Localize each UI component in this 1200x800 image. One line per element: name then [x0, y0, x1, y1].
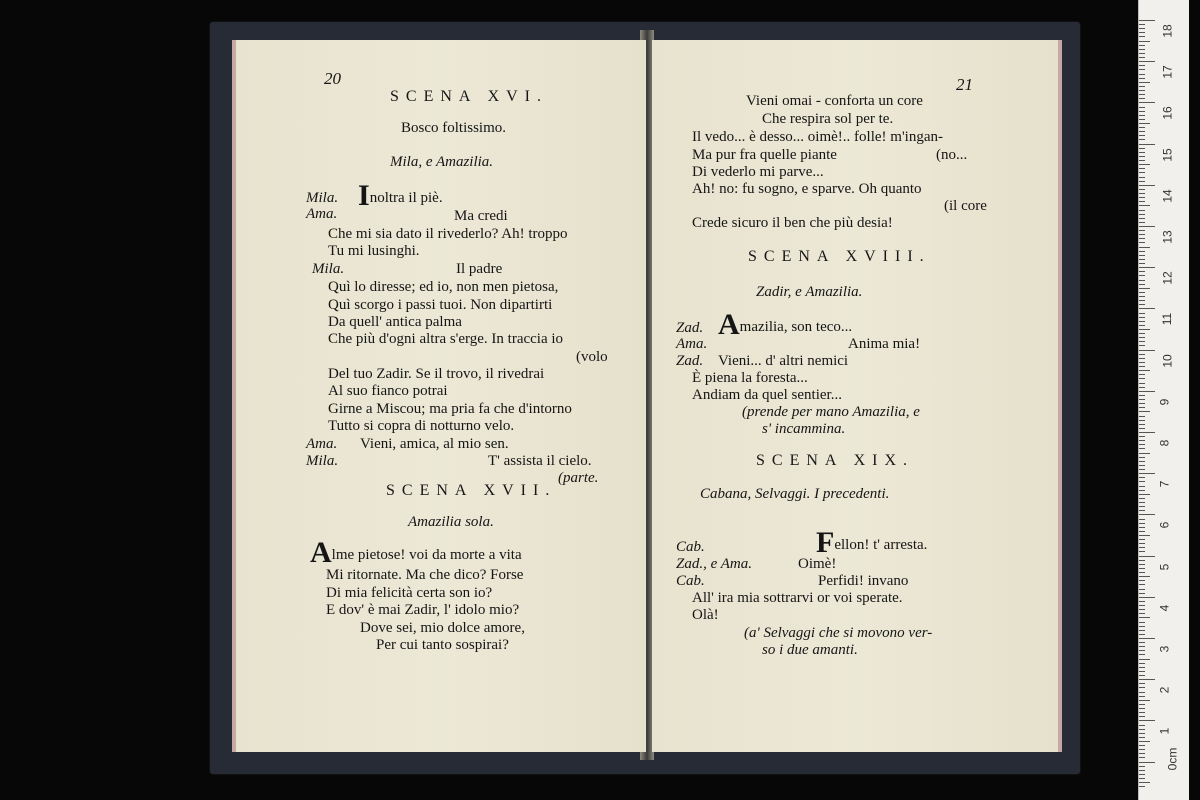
ruler-tick: [1139, 444, 1145, 445]
ruler-tick: [1139, 605, 1145, 606]
ruler-tick: [1139, 613, 1145, 614]
speaker: Ama.: [306, 206, 338, 222]
verse-line: Il padre: [456, 261, 503, 277]
ruler-number: 11: [1160, 313, 1175, 326]
verse-line: Dove sei, mio dolce amore,: [360, 620, 525, 636]
ruler-tick: [1139, 36, 1145, 37]
verse-line: Oimè!: [798, 556, 837, 572]
ruler-tick: [1139, 387, 1145, 388]
ruler-tick: [1139, 308, 1155, 309]
ruler-tick: [1139, 774, 1145, 775]
ruler-tick: [1139, 539, 1145, 540]
ruler-tick: [1139, 362, 1145, 363]
ruler-tick: [1139, 770, 1145, 771]
ruler-tick: [1139, 164, 1150, 165]
ruler-tick: [1139, 572, 1145, 573]
ruler-tick: [1139, 762, 1155, 763]
ruler-tick: [1139, 708, 1145, 709]
speaker: Ama.: [306, 436, 338, 452]
ruler-tick: [1139, 139, 1145, 140]
ruler-tick: [1139, 646, 1145, 647]
ruler-tick: [1139, 654, 1145, 655]
ruler-number: 16: [1160, 106, 1175, 121]
ruler-tick: [1139, 737, 1145, 738]
ruler-tick: [1139, 172, 1145, 173]
ruler-tick: [1139, 350, 1155, 351]
ruler-tick: [1139, 416, 1145, 417]
left-page: [232, 40, 646, 752]
verse-line: Perfidi! invano: [818, 573, 909, 589]
ruler-tick: [1139, 642, 1145, 643]
ruler-unit-label: 0cm: [1165, 747, 1180, 771]
ruler-tick: [1139, 683, 1145, 684]
speaker: Mila.: [306, 453, 339, 469]
verse-line: Vieni... d' altri nemici: [718, 353, 849, 369]
ruler-tick: [1139, 506, 1145, 507]
ruler-tick: [1139, 778, 1145, 779]
ruler-tick: [1139, 148, 1145, 149]
ruler-tick: [1139, 28, 1145, 29]
ruler-tick: [1139, 519, 1145, 520]
verse-line: Vieni omai - conforta un core: [746, 93, 923, 109]
ruler-tick: [1139, 242, 1145, 243]
ruler-tick: [1139, 280, 1145, 281]
ruler-tick: [1139, 341, 1145, 342]
ruler-tick: [1139, 675, 1145, 676]
ruler-tick: [1139, 98, 1145, 99]
ruler-tick: [1139, 638, 1155, 639]
ruler-tick: [1139, 337, 1145, 338]
ruler-tick: [1139, 135, 1145, 136]
ruler-tick: [1139, 584, 1145, 585]
ruler-tick: [1139, 205, 1150, 206]
verse-line: Ah! no: fu sogno, e sparve. Oh quanto: [692, 181, 922, 197]
page-number-left: 20: [324, 69, 341, 88]
ruler-tick: [1139, 193, 1145, 194]
ruler-tick: [1139, 201, 1145, 202]
ruler-tick: [1139, 238, 1145, 239]
ruler-tick: [1139, 395, 1145, 396]
ruler-tick: [1139, 259, 1145, 260]
verse-line: T' assista il cielo.: [488, 453, 592, 469]
ruler-tick: [1139, 692, 1145, 693]
ruler-tick: [1139, 469, 1145, 470]
ruler-tick: [1139, 119, 1145, 120]
ruler-tick: [1139, 716, 1145, 717]
verse-line: Quì lo diresse; ed io, non men pietosa,: [328, 279, 559, 295]
verse-line: È piena la foresta...: [692, 370, 808, 386]
ruler-tick: [1139, 609, 1145, 610]
ruler-tick: [1139, 453, 1150, 454]
ruler-tick: [1139, 82, 1150, 83]
ruler-tick: [1139, 32, 1145, 33]
ruler-tick: [1139, 527, 1145, 528]
ruler-number: 5: [1157, 563, 1172, 570]
stage-direction: so i due amanti.: [762, 642, 858, 658]
speaker: Mila.: [312, 261, 345, 277]
ruler-tick: [1139, 757, 1145, 758]
ruler-number: 18: [1160, 24, 1175, 38]
ruler-tick: [1139, 531, 1145, 532]
verse-line: Che respira sol per te.: [762, 111, 894, 127]
ruler-tick: [1139, 486, 1145, 487]
ruler-tick: [1139, 617, 1150, 618]
right-page: [652, 40, 1062, 752]
ruler-tick: [1139, 589, 1145, 590]
ruler-tick: [1139, 700, 1150, 701]
ruler-tick: [1139, 420, 1145, 421]
ruler-tick: [1139, 131, 1145, 132]
ruler-tick: [1139, 168, 1145, 169]
ruler-tick: [1139, 292, 1145, 293]
ruler-tick: [1139, 564, 1145, 565]
ruler-number: 10: [1160, 353, 1175, 368]
ruler-tick: [1139, 535, 1150, 536]
ruler-tick: [1139, 580, 1145, 581]
ruler-tick: [1139, 304, 1145, 305]
scene-18-characters: Zadir, e Amazilia.: [756, 284, 863, 300]
page-number-right: 21: [956, 75, 973, 94]
ruler-tick: [1139, 547, 1145, 548]
ruler-tick: [1139, 551, 1145, 552]
ruler-tick: [1139, 696, 1145, 697]
verse-line: Del tuo Zadir. Se il trovo, il rivedrai: [328, 366, 545, 382]
ruler-tick: [1139, 782, 1150, 783]
ruler-tick: [1139, 127, 1145, 128]
ruler-tick: [1139, 69, 1145, 70]
verse-line: Che mi sia dato il rivederlo? Ah! troppo: [328, 226, 568, 242]
ruler-tick: [1139, 94, 1145, 95]
ruler-tick: [1139, 712, 1145, 713]
verse-line: All' ira mia sottrarvi or voi sperate.: [692, 590, 903, 606]
ruler-tick: [1139, 267, 1155, 268]
ruler-tick: [1139, 53, 1145, 54]
ruler-tick: [1139, 399, 1145, 400]
ruler-tick: [1139, 465, 1145, 466]
ruler-tick: [1139, 102, 1155, 103]
ruler-tick: [1139, 247, 1150, 248]
ruler-number: 7: [1157, 480, 1172, 488]
verse-line: Vieni, amica, al mio sen.: [360, 436, 509, 452]
ruler-number: 2: [1157, 686, 1172, 694]
ruler-tick: [1139, 461, 1145, 462]
ruler-tick: [1139, 317, 1145, 318]
ruler-tick: [1139, 234, 1145, 235]
ruler-tick: [1139, 107, 1145, 108]
ruler-tick: [1139, 251, 1145, 252]
verse-line: (volo: [576, 349, 608, 365]
ruler-tick: [1139, 321, 1145, 322]
verse-line: Quì scorgo i passi tuoi. Non dipartirti: [328, 297, 553, 313]
ruler-tick: [1139, 144, 1155, 145]
verse-line: Il vedo... è desso... oimè!.. folle! m'ingan-: [692, 129, 943, 145]
ruler-tick: [1139, 411, 1150, 412]
ruler-tick: [1139, 300, 1145, 301]
stage-direction: (prende per mano Amazilia, e: [742, 404, 920, 420]
ruler-tick: [1139, 152, 1145, 153]
drop-initial: Fellon! t' arresta.: [816, 526, 928, 559]
ruler-tick: [1139, 313, 1145, 314]
ruler-number: 15: [1160, 147, 1175, 162]
ruler-tick: [1139, 74, 1145, 75]
ruler-tick: [1139, 786, 1145, 787]
verse-line: Crede sicuro il ben che più desia!: [692, 215, 893, 231]
ruler-tick: [1139, 226, 1155, 227]
speaker: Zad., e Ama.: [676, 556, 752, 572]
ruler-tick: [1139, 57, 1145, 58]
speaker: Mila.: [306, 190, 339, 206]
ruler-tick: [1139, 78, 1145, 79]
ruler-tick: [1139, 271, 1145, 272]
drop-initial: Inoltra il piè.: [358, 179, 443, 212]
ruler-tick: [1139, 490, 1145, 491]
scene-17-characters: Amazilia sola.: [408, 514, 494, 530]
ruler-tick: [1139, 440, 1145, 441]
ruler-tick: [1139, 424, 1145, 425]
ruler-tick: [1139, 477, 1145, 478]
ruler-tick: [1139, 214, 1145, 215]
ruler-tick: [1139, 255, 1145, 256]
verse-line: Andiam da quel sentier...: [692, 387, 842, 403]
ruler-tick: [1139, 667, 1145, 668]
ruler-tick: [1139, 597, 1155, 598]
ruler-tick: [1139, 65, 1145, 66]
ruler-tick: [1139, 333, 1145, 334]
ruler-number: 13: [1160, 230, 1175, 244]
verse-line: Ma pur fra quelle piante: [692, 147, 837, 163]
measuring-ruler: [1138, 0, 1189, 800]
ruler-tick: [1139, 230, 1145, 231]
ruler-tick: [1139, 687, 1145, 688]
ruler-tick: [1139, 354, 1145, 355]
ruler-tick: [1139, 428, 1145, 429]
ruler-tick: [1139, 383, 1145, 384]
ruler-tick: [1139, 111, 1145, 112]
ruler-tick: [1139, 374, 1145, 375]
verse-line: E dov' è mai Zadir, l' idolo mio?: [326, 602, 520, 618]
ruler-tick: [1139, 185, 1155, 186]
ruler-tick: [1139, 510, 1145, 511]
ruler-tick: [1139, 263, 1145, 264]
ruler-tick: [1139, 378, 1145, 379]
ruler-tick: [1139, 391, 1155, 392]
ruler-tick: [1139, 725, 1145, 726]
ruler-tick: [1139, 634, 1145, 635]
ruler-tick: [1139, 671, 1145, 672]
ruler-tick: [1139, 329, 1150, 330]
scene-16-heading: SCENA XVI.: [390, 88, 549, 105]
stage-direction: (a' Selvaggi che si movono ver-: [744, 625, 933, 641]
ruler-tick: [1139, 523, 1145, 524]
ruler-tick: [1139, 407, 1145, 408]
ruler-tick: [1139, 366, 1145, 367]
verse-line: Girne a Miscou; ma pria fa che d'intorno: [328, 401, 572, 417]
ruler-tick: [1139, 749, 1145, 750]
ruler-tick: [1139, 189, 1145, 190]
ruler-tick: [1139, 325, 1145, 326]
ruler-tick: [1139, 745, 1145, 746]
ruler-tick: [1139, 432, 1155, 433]
ruler-tick: [1139, 86, 1145, 87]
ruler-number: 14: [1160, 189, 1175, 203]
ruler-tick: [1139, 630, 1145, 631]
ruler-tick: [1139, 704, 1145, 705]
verse-line: Che più d'ogni altra s'erge. In traccia io: [328, 331, 564, 347]
ruler-tick: [1139, 61, 1155, 62]
speaker: Ama.: [676, 336, 708, 352]
ruler-tick: [1139, 514, 1155, 515]
ruler-tick: [1139, 275, 1145, 276]
verse-line: (no...: [936, 147, 968, 163]
verse-line: Di vederlo mi parve...: [692, 164, 824, 180]
scene-16-characters: Mila, e Amazilia.: [390, 154, 494, 170]
speaker: Zad.: [676, 320, 704, 336]
drop-initial: Alme pietose! voi da morte a vita: [310, 536, 522, 569]
ruler-tick: [1139, 502, 1145, 503]
drop-initial: Amazilia, son teco...: [718, 308, 853, 341]
ruler-tick: [1139, 222, 1145, 223]
ruler-tick: [1139, 123, 1150, 124]
verse-line: (il core: [944, 198, 987, 214]
ruler-tick: [1139, 218, 1145, 219]
ruler-tick: [1139, 659, 1150, 660]
ruler-number: 3: [1157, 645, 1172, 653]
ruler-tick: [1139, 576, 1150, 577]
ruler-tick: [1139, 593, 1145, 594]
verse-line: Al suo fianco potrai: [328, 383, 448, 399]
ruler-tick: [1139, 358, 1145, 359]
ruler-tick: [1139, 90, 1145, 91]
verse-line: Per cui tanto sospirai?: [376, 637, 509, 653]
verse-line: Da quell' antica palma: [328, 314, 462, 330]
ruler-tick: [1139, 543, 1145, 544]
verse-line: Tutto si copra di notturno velo.: [328, 418, 515, 434]
ruler-tick: [1139, 20, 1155, 21]
ruler-tick: [1139, 197, 1145, 198]
ruler-tick: [1139, 210, 1145, 211]
ruler-tick: [1139, 436, 1145, 437]
ruler-tick: [1139, 729, 1145, 730]
ruler-tick: [1139, 403, 1145, 404]
scene-18-heading: SCENA XVIII.: [748, 248, 931, 265]
ruler-tick: [1139, 115, 1145, 116]
ruler-tick: [1139, 24, 1145, 25]
ruler-tick: [1139, 156, 1145, 157]
stage-direction: (parte.: [558, 470, 599, 486]
ruler-tick: [1139, 160, 1145, 161]
ruler-tick: [1139, 288, 1150, 289]
ruler-tick: [1139, 45, 1145, 46]
ruler-tick: [1139, 49, 1145, 50]
ruler-tick: [1139, 626, 1145, 627]
speaker: Zad.: [676, 353, 704, 369]
ruler-number: 6: [1157, 522, 1172, 529]
ruler-number: 4: [1157, 604, 1172, 612]
ruler-tick: [1139, 494, 1150, 495]
speaker: Cab.: [676, 539, 705, 555]
ruler-tick: [1139, 473, 1155, 474]
ruler-number: 8: [1157, 439, 1172, 447]
ruler-tick: [1139, 622, 1145, 623]
ruler-tick: [1139, 41, 1150, 42]
speaker: Cab.: [676, 573, 705, 589]
ruler-number: 17: [1160, 65, 1175, 79]
ruler-tick: [1139, 556, 1155, 557]
ruler-tick: [1139, 481, 1145, 482]
ruler-number: 12: [1160, 271, 1175, 285]
ruler-number: 1: [1157, 728, 1172, 735]
ruler-tick: [1139, 296, 1145, 297]
ruler-tick: [1139, 733, 1145, 734]
ruler-tick: [1139, 370, 1150, 371]
ruler-tick: [1139, 181, 1145, 182]
ruler-tick: [1139, 457, 1145, 458]
ruler-tick: [1139, 345, 1145, 346]
scene-19-heading: SCENA XIX.: [756, 452, 915, 469]
ruler-tick: [1139, 766, 1145, 767]
ruler-tick: [1139, 568, 1145, 569]
ruler-tick: [1139, 753, 1145, 754]
ruler-tick: [1139, 601, 1145, 602]
ruler-tick: [1139, 284, 1145, 285]
ruler-tick: [1139, 498, 1145, 499]
verse-line: Ma credi: [454, 208, 508, 224]
ruler-tick: [1139, 741, 1150, 742]
verse-line: Tu mi lusinghi.: [328, 243, 420, 259]
ruler-number: 9: [1157, 398, 1172, 406]
scene-16-setting: Bosco foltissimo.: [401, 120, 507, 136]
stage-direction: s' incammina.: [762, 421, 846, 437]
ruler-tick: [1139, 679, 1155, 680]
verse-line: Di mia felicità certa son io?: [326, 585, 493, 601]
scene-17-heading: SCENA XVII.: [386, 482, 557, 499]
ruler-tick: [1139, 448, 1145, 449]
ruler-tick: [1139, 663, 1145, 664]
verse-line: Anima mia!: [848, 336, 921, 352]
ruler-tick: [1139, 720, 1155, 721]
ruler-tick: [1139, 650, 1145, 651]
ruler-tick: [1139, 177, 1145, 178]
verse-line: Mi ritornate. Ma che dico? Forse: [326, 567, 524, 583]
ruler-tick: [1139, 560, 1145, 561]
verse-line: Olà!: [692, 607, 719, 623]
scene-19-characters: Cabana, Selvaggi. I precedenti.: [700, 486, 890, 502]
